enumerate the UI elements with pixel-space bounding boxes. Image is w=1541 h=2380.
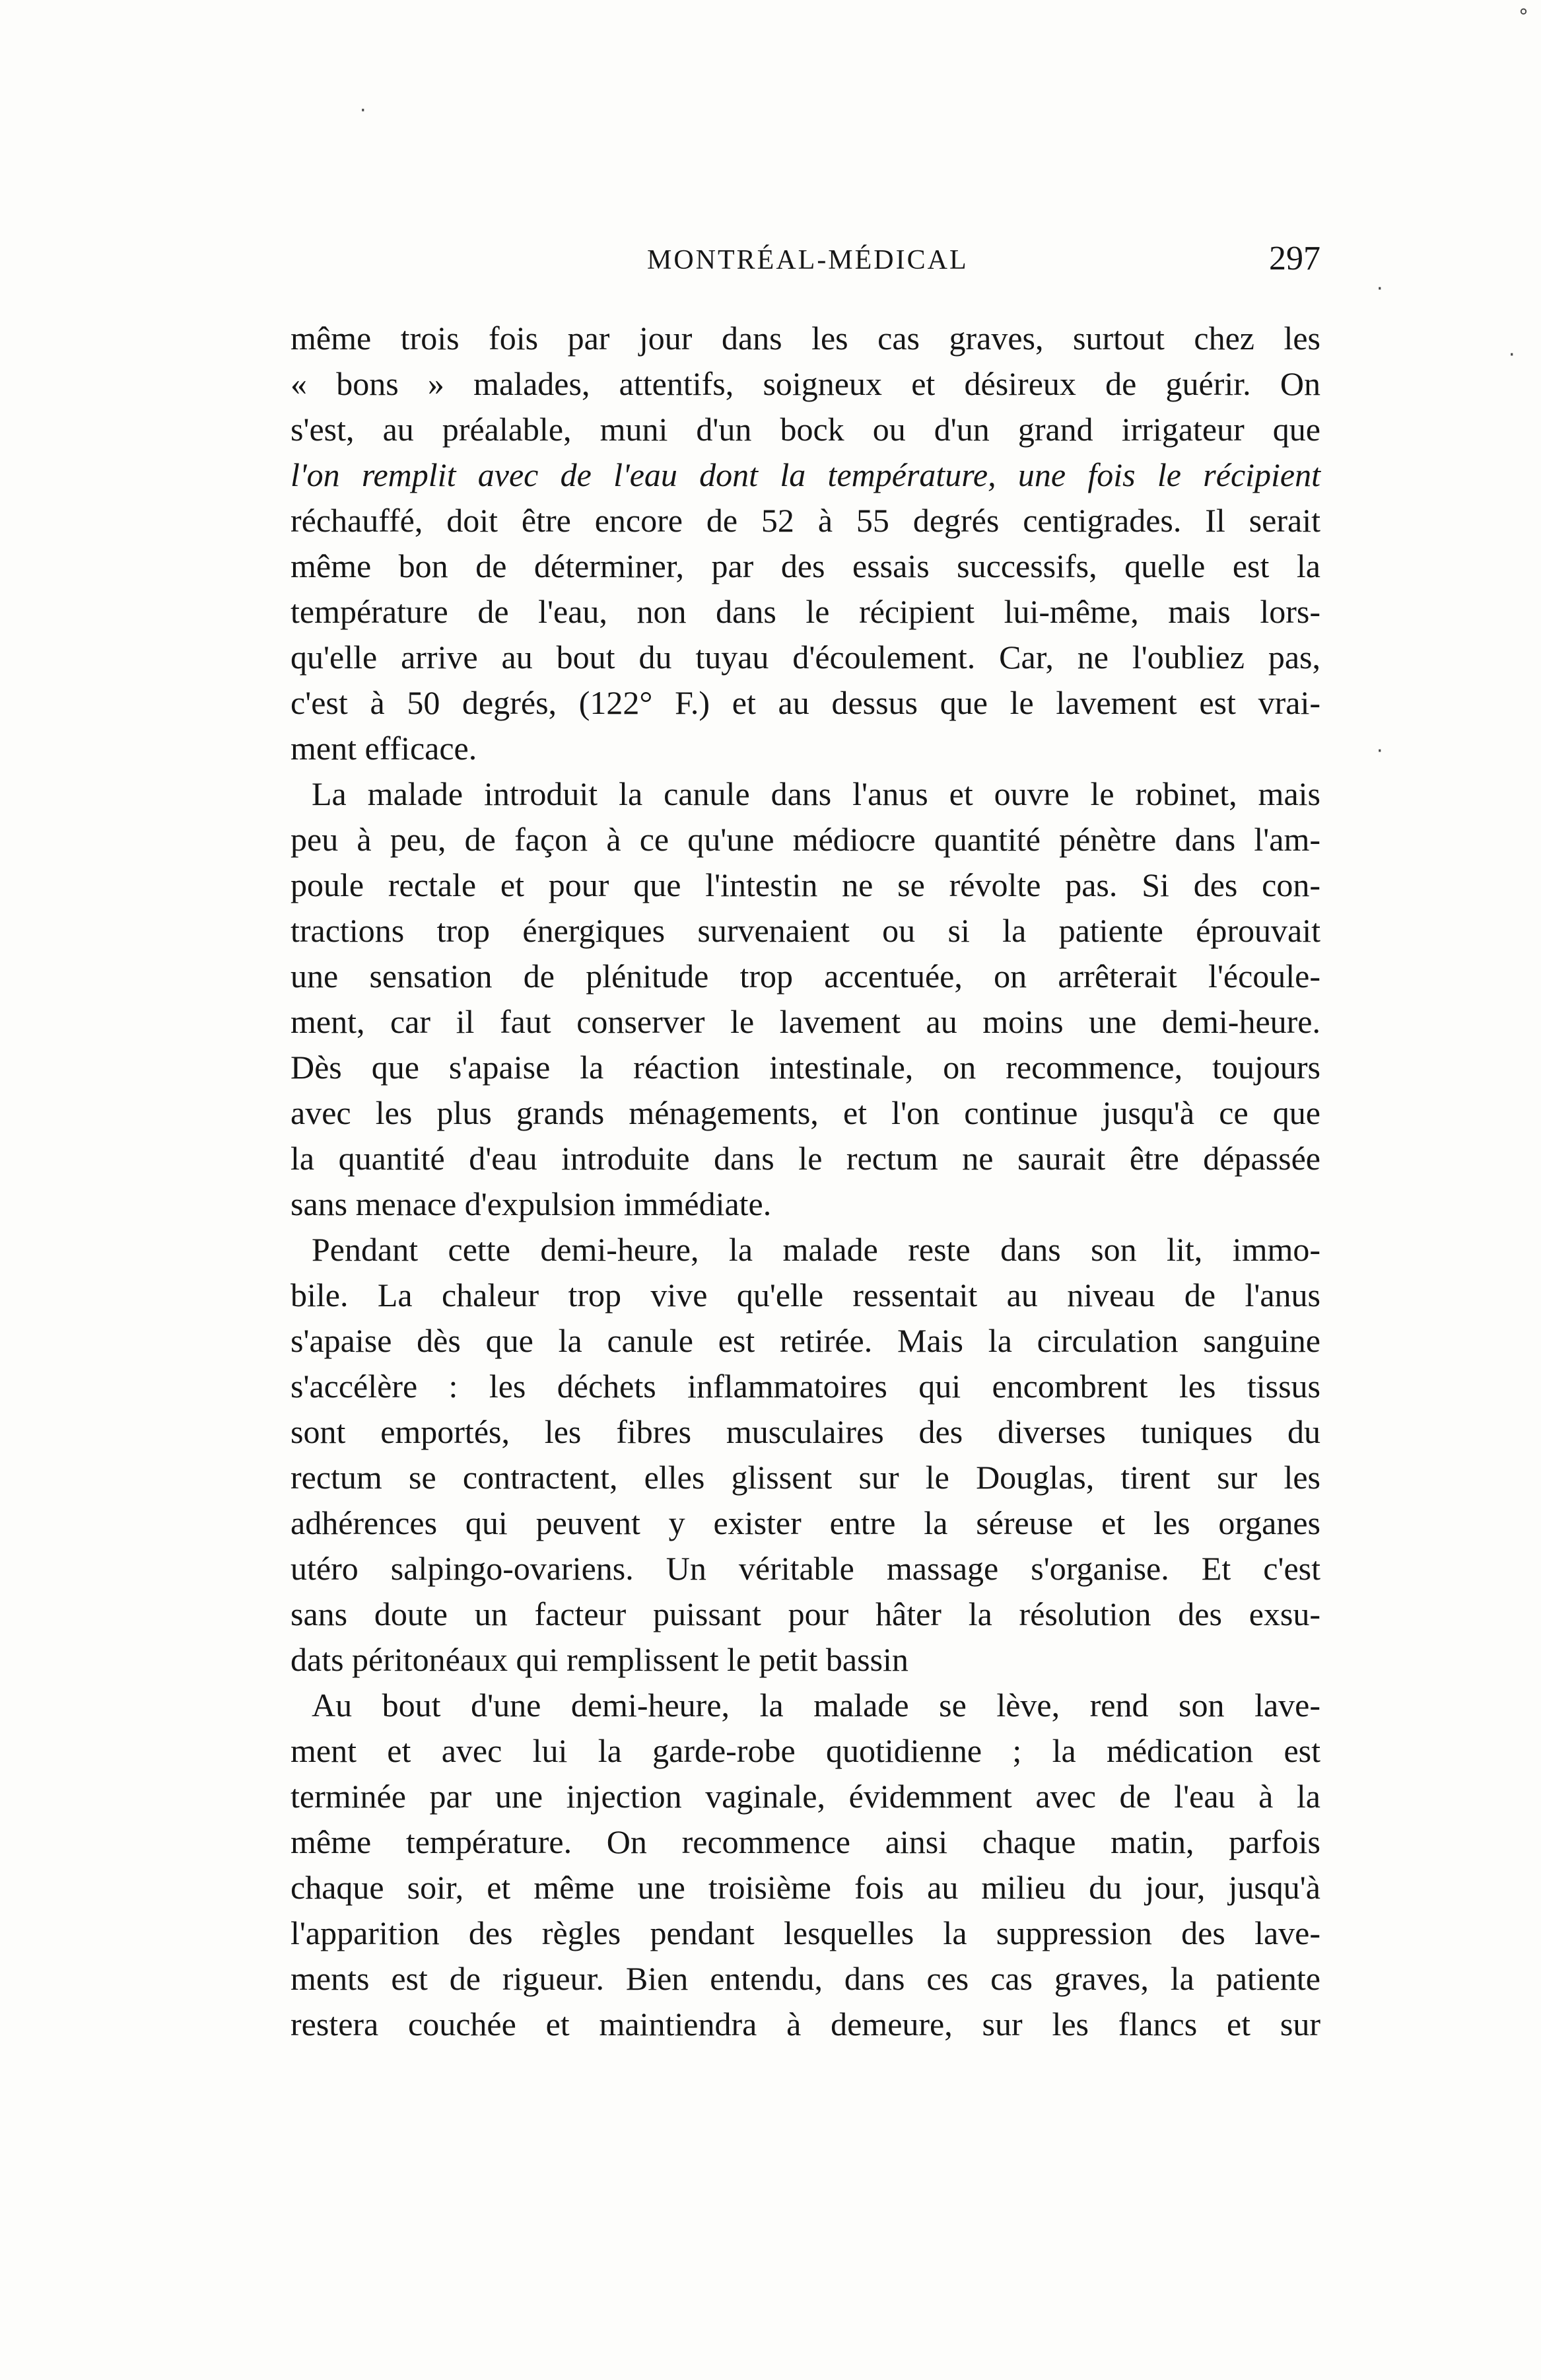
text-line: ment, car il faut conserver le lavement au moins une demi-heure.: [291, 1003, 1320, 1040]
text-line: sans doute un facteur puissant pour hâter la résolution des exsu-: [291, 1595, 1320, 1632]
text-line: ment et avec lui la garde-robe quotidienne ; la médication est: [291, 1732, 1320, 1769]
paragraph: [291, 771, 1320, 1227]
text-line: l'apparition des règles pendant lesquelles la suppression des lave-: [291, 1914, 1320, 1951]
text-line: même température. On recommence ainsi chaque matin, parfois: [291, 1823, 1320, 1860]
paragraph: [291, 1227, 1320, 1683]
text-line: La malade introduit la canule dans l'anus et ouvre le robinet, mais: [312, 775, 1320, 812]
paragraph: [291, 316, 1320, 771]
text-line: la quantité d'eau introduite dans le rectum ne saurait être dépassée: [291, 1140, 1320, 1177]
text-line: adhérences qui peuvent y exister entre la séreuse et les organes: [291, 1504, 1320, 1541]
text-line: température de l'eau, non dans le récipient lui-même, mais lors-: [291, 593, 1320, 630]
body-text: [291, 316, 1320, 2047]
text-line: rectum se contractent, elles glissent sur le Douglas, tirent sur les: [291, 1459, 1320, 1496]
text-line: Dès que s'apaise la réaction intestinale, on recommence, toujours: [291, 1049, 1320, 1086]
text-line: sans menace d'expulsion immédiate.: [291, 1185, 772, 1222]
text-line: réchauffé, doit être encore de 52 à 55 degrés centigrades. Il serait: [291, 502, 1320, 539]
text-line: s'apaise dès que la canule est retirée. Mais la circulation sanguine: [291, 1322, 1320, 1359]
text-line: peu à peu, de façon à ce qu'une médiocre quantité pénètre dans l'am-: [291, 821, 1320, 858]
text-line: sont emportés, les fibres musculaires des diverses tuniques du: [291, 1413, 1320, 1450]
text-line: « bons » malades, attentifs, soigneux et désireux de guérir. On: [291, 365, 1320, 402]
text-line: l'on remplit avec de l'eau dont la température, une fois le récipient: [291, 456, 1320, 493]
text-line: tractions trop énergiques survenaient ou si la patiente éprouvait: [291, 912, 1320, 949]
page-header: [291, 239, 1320, 285]
scan-speck: ·: [360, 99, 366, 122]
running-title: MONTRÉAL-MÉDICAL: [647, 245, 969, 275]
text-line: même trois fois par jour dans les cas graves, surtout chez les: [291, 320, 1320, 357]
text-line: qu'elle arrive au bout du tuyau d'écoulement. Car, ne l'oubliez pas,: [291, 639, 1320, 676]
text-line: restera couchée et maintiendra à demeure, sur les flancs et sur: [291, 2006, 1320, 2043]
text-line: chaque soir, et même une troisième fois au milieu du jour, jusqu'à: [291, 1869, 1320, 1906]
text-line: utéro salpingo-ovariens. Un véritable massage s'organise. Et c'est: [291, 1550, 1320, 1587]
text-line: Pendant cette demi-heure, la malade reste dans son lit, immo-: [312, 1231, 1320, 1268]
text-line: même bon de déterminer, par des essais successifs, quelle est la: [291, 547, 1320, 584]
text-line: bile. La chaleur trop vive qu'elle ressentait au niveau de l'anus: [291, 1277, 1320, 1313]
text-line: c'est à 50 degrés, (122° F.) et au dessus que le lavement est vrai-: [291, 684, 1320, 721]
page-number: 297: [1269, 240, 1320, 277]
text-line: terminée par une injection vaginale, évidemment avec de l'eau à la: [291, 1778, 1320, 1815]
text-line: une sensation de plénitude trop accentuée, on arrêterait l'écoule-: [291, 958, 1320, 995]
text-line: s'est, au préalable, muni d'un bock ou d'un grand irrigateur que: [291, 411, 1320, 448]
scan-speck: ·: [1509, 343, 1515, 367]
scan-speck: ·: [1377, 277, 1383, 300]
text-line: dats péritonéaux qui remplissent le petit bassin: [291, 1641, 908, 1678]
text-line: ment efficace.: [291, 730, 477, 767]
text-line: s'accélère : les déchets inflammatoires qui encombrent les tissus: [291, 1368, 1320, 1405]
text-line: poule rectale et pour que l'intestin ne se révolte pas. Si des con-: [291, 866, 1320, 903]
text-line: Au bout d'une demi-heure, la malade se lève, rend son lave-: [312, 1687, 1320, 1724]
paragraph: [291, 1683, 1320, 2047]
text-line: ments est de rigueur. Bien entendu, dans ces cas graves, la patiente: [291, 1960, 1320, 1997]
scan-speck: ·: [1377, 740, 1383, 763]
scan-speck: °: [1519, 5, 1528, 28]
text-line: avec les plus grands ménagements, et l'on continue jusqu'à ce que: [291, 1094, 1320, 1131]
